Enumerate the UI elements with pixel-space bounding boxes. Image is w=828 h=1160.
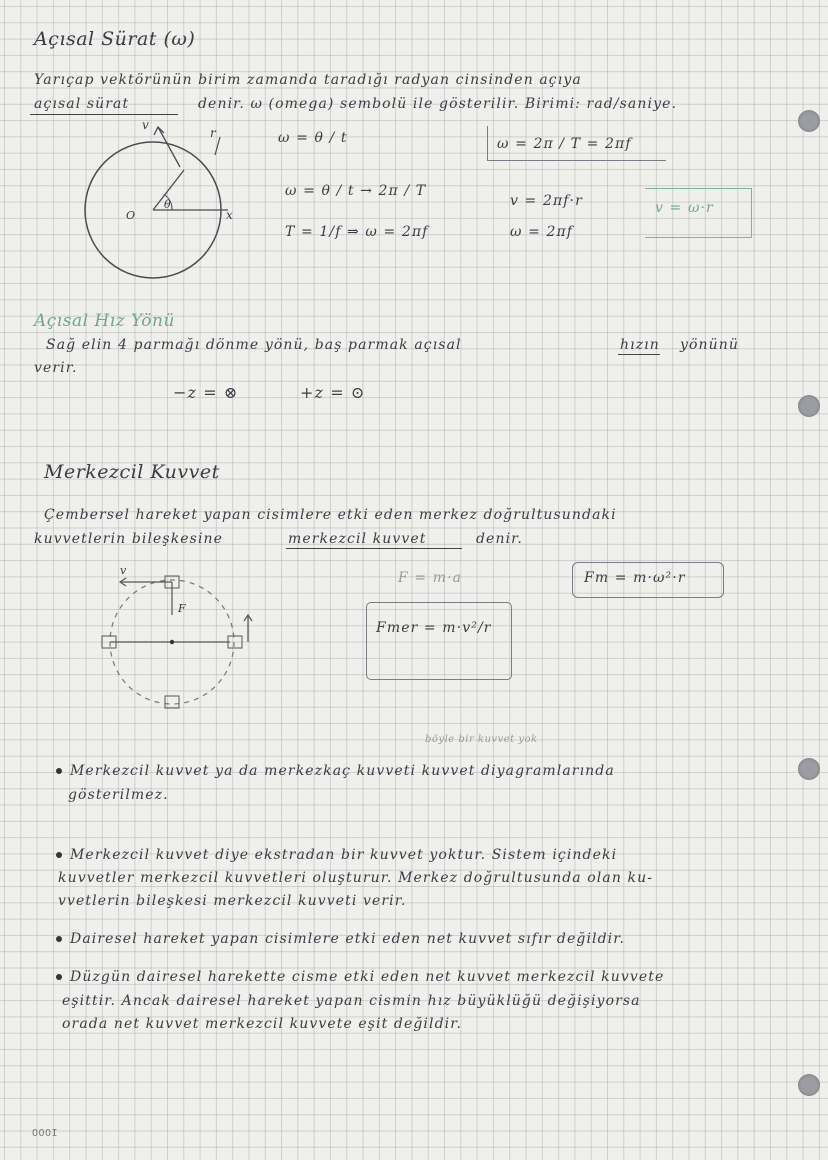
bullet-2-line2: kuvvetler merkezcil kuvvetleri oluşturur. Merkez doğrultusunda olan ku- [58, 870, 654, 886]
fig-label-theta: θ [164, 198, 171, 211]
angular-speed-def-line2: denir. ω (omega) sembolü ile gösterilir. Birimi: rad/saniye. [198, 96, 678, 112]
formula-omega-boxed: ω = 2π / T = 2πf [497, 136, 632, 152]
fig2-label-v: v [120, 564, 127, 577]
bullet-4-text: Düzgün dairesel harekette cisme etki eden net kuvvet merkezcil kuvvete [70, 969, 665, 985]
bullet-dot [56, 768, 62, 774]
centripetal-def-term: merkezcil kuvvet [288, 531, 427, 547]
formula-fm-omega-r: Fm = m·ω²·r [584, 570, 686, 586]
fig-label-r: r [210, 126, 216, 140]
centripetal-force-figure [90, 560, 280, 720]
bullet-1-line1 [56, 763, 615, 779]
bullet-3 [56, 931, 625, 947]
angular-speed-def-line1: Yarıçap vektörünün birim zamanda taradığı radyan cinsinden açıya [34, 72, 582, 88]
section-title-angular-velocity-direction: Açısal Hız Yönü [34, 311, 175, 331]
bullet-2-line3: vvetlerin bileşkesi merkezcil kuvveti verir. [58, 893, 407, 909]
plus-z-out-of-page: +z = ⊙ [300, 383, 366, 402]
centripetal-def-line2a: kuvvetlerin bileşkesine [34, 531, 224, 547]
section-title-angular-speed: Açısal Sürat (ω) [34, 28, 196, 50]
bullet-dot [56, 852, 62, 858]
punch-hole-low [798, 758, 820, 780]
bullet-3-text: Dairesel hareket yapan cisimlere etki eden net kuvvet sıfır değildir. [70, 931, 626, 947]
right-hand-rule-hizin: hızın [620, 337, 660, 353]
centripetal-def-line2c: denir. [476, 531, 523, 547]
fig-label-v: v [142, 118, 149, 132]
punch-hole-bottom [798, 1074, 820, 1096]
formula-linear-speed: v = 2πf·r [510, 193, 583, 209]
bullet-dot [56, 974, 62, 980]
formula-omega-theta-t: ω = θ / t [278, 130, 348, 146]
minus-z-into-page: −z = ⊗ [173, 383, 239, 402]
fig2-label-F: F [178, 602, 186, 615]
bullet-1-line2: gösterilmez. [68, 787, 169, 803]
fig-label-x: x [226, 208, 233, 222]
right-hand-rule-yonunu: yönünü [680, 337, 740, 353]
centripetal-def-line1: Çembersel hareket yapan cisimlere etki eden merkez doğrultusundaki [44, 507, 617, 523]
section-title-centripetal-force: Merkezcil Kuvvet [44, 461, 220, 483]
formula-period: T = 1/f ⇒ ω = 2πf [285, 224, 429, 240]
punch-hole-mid [798, 395, 820, 417]
notebook-footer-mark: OOOI [32, 1128, 59, 1139]
bullet-1-text: Merkezcil kuvvet ya da merkezkaç kuvveti kuvvet diyagramlarında [70, 763, 615, 779]
pencil-note-no-such-force: böyle bir kuvvet yok [425, 734, 538, 745]
bullet-dot [56, 936, 62, 942]
formula-v-omega-r: v = ω·r [655, 200, 714, 216]
bullet-4-line1 [56, 969, 664, 985]
right-hand-rule-line1a: Sağ elin 4 parmağı dönme yönü, baş parmak açısal [46, 337, 462, 353]
circular-motion-figure [80, 115, 280, 285]
bullet-4-line2: eşittir. Ancak dairesel hareket yapan cismin hız büyüklüğü değişiyorsa [62, 993, 641, 1009]
hizin-underline [618, 354, 660, 355]
centripetal-term-underline [286, 548, 462, 549]
fig-label-o: O [126, 209, 136, 222]
formula-newton-second: F = m·a [398, 570, 463, 586]
bullet-2-text: Merkezcil kuvvet diye ekstradan bir kuvvet yoktur. Sistem içindeki [70, 847, 618, 863]
right-hand-rule-line2: verir. [34, 360, 78, 376]
formula-fmer-v2-r: Fmer = m·v²/r [376, 620, 492, 636]
formula-box-fmer [366, 602, 512, 680]
punch-hole-top [798, 110, 820, 132]
angular-speed-term: açısal sürat [34, 96, 130, 112]
formula-omega-2pi-T: ω = θ / t → 2π / T [285, 183, 427, 199]
bullet-2-line1 [56, 847, 617, 863]
bullet-4-line3: orada net kuvvet merkezcil kuvvete eşit değildir. [62, 1016, 463, 1032]
formula-omega-2pif: ω = 2πf [510, 224, 574, 240]
